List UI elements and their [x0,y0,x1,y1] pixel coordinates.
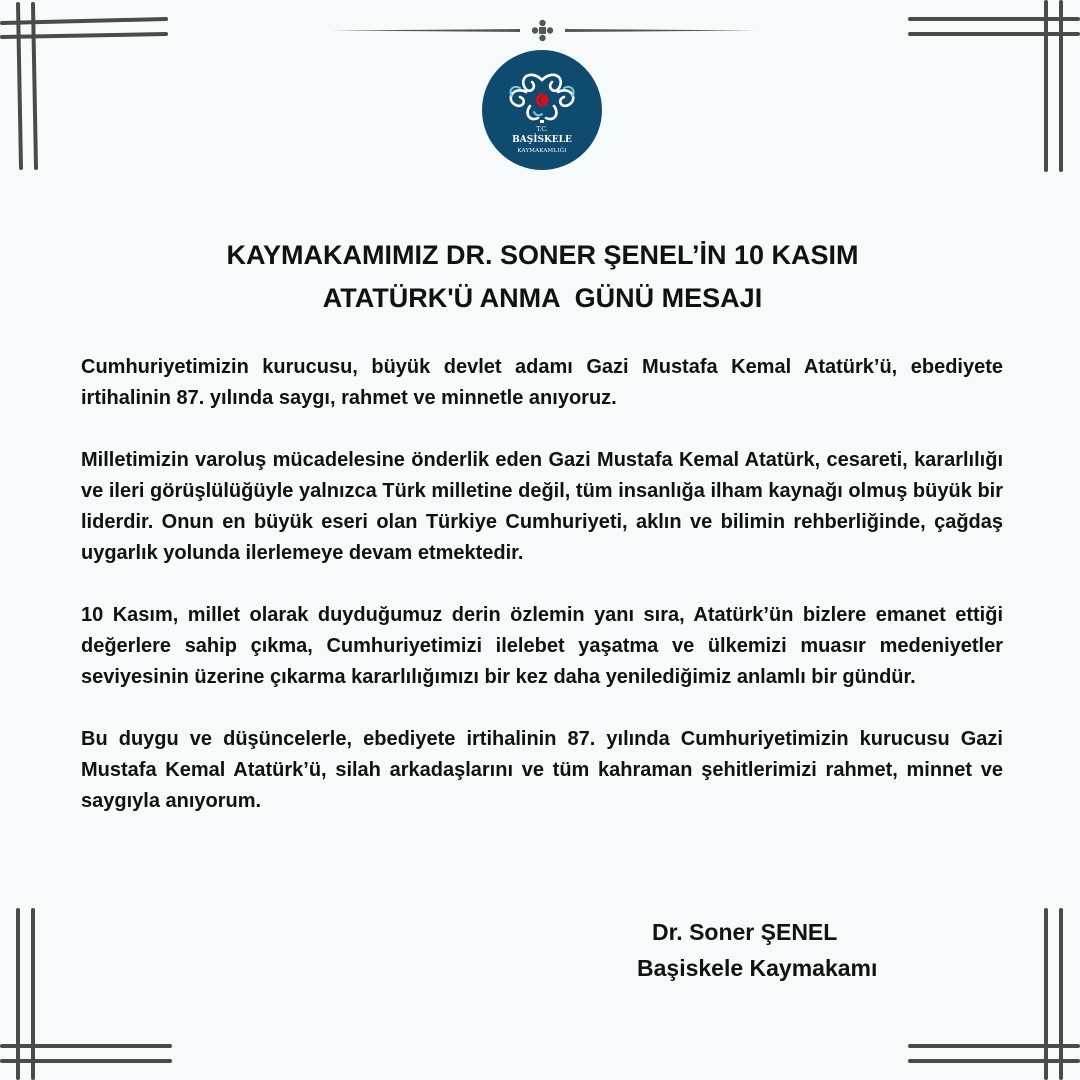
seal-name-label: BAŞİSKELE [512,135,572,145]
signature-name: Dr. Soner ŞENEL [652,919,838,945]
corner-top-right [910,2,1078,170]
paragraph-2: Milletimizin varoluş mücadelesine önderlik eden Gazi Mustafa Kemal Atatürk, cesareti, kararlılığı ve ileri görüşlülüğüyle yalnızca Türk milletine değil, tüm insanlığa ilham kaynağı olmuş büyük bir liderdir. Onun en büyük eseri olan Türkiye Cumhuriyeti, aklın ve bilimin rehberliğinde, çağdaş uygarlık yolunda ilerlemeye devam etmektedir. [81,449,1003,564]
corner-bottom-left [2,910,170,1078]
message-body [81,352,1003,848]
fleuron-icon [532,20,553,41]
kaymakamlik-seal [482,50,602,170]
title-line-1: KAYMAKAMIMIZ DR. SONER ŞENEL’İN 10 KASIM [226,240,859,270]
paragraph-1: Cumhuriyetimizin kurucusu, büyük devlet adamı Gazi Mustafa Kemal Atatürk’ü, ebediyete irtihalinin 87. yılında saygı, rahmet ve minnetle anıyoruz. [81,356,1003,409]
signature-title: Başiskele Kaymakamı [637,955,878,981]
paragraph-4: Bu duygu ve düşüncelerle, ebediyete irtihalinin 87. yılında Cumhuriyetimizin kurucusu Gazi Mustafa Kemal Atatürk’ü, silah arkadaşlarını ve tüm kahraman şehitlerimizi rahmet, minnet ve saygıyla anıyorum. [81,728,1003,812]
ornament-divider [330,18,755,44]
paragraph-3: 10 Kasım, millet olarak duyduğumuz derin özlemin yanı sıra, Atatürk’ün bizlere emanet ettiği değerlere sahip çıkma, Cumhuriyetimizi ilelebet yaşatma ve ülkemizi muasır medeniyetler seviyesinin üzerine çıkarma kararlılığımızı bir kez daha yenilediğimiz anlamlı bir gündür. [81,604,1003,688]
seal-office-label: KAYMAKAMLIĞI [517,148,567,154]
corner-bottom-right [910,910,1078,1078]
title-line-2: ATATÜRK'Ü ANMA GÜNÜ MESAJI [322,283,763,313]
page-title [80,234,1005,320]
corner-top-left [2,4,166,168]
seal-tc-label: T.C. [536,126,548,133]
